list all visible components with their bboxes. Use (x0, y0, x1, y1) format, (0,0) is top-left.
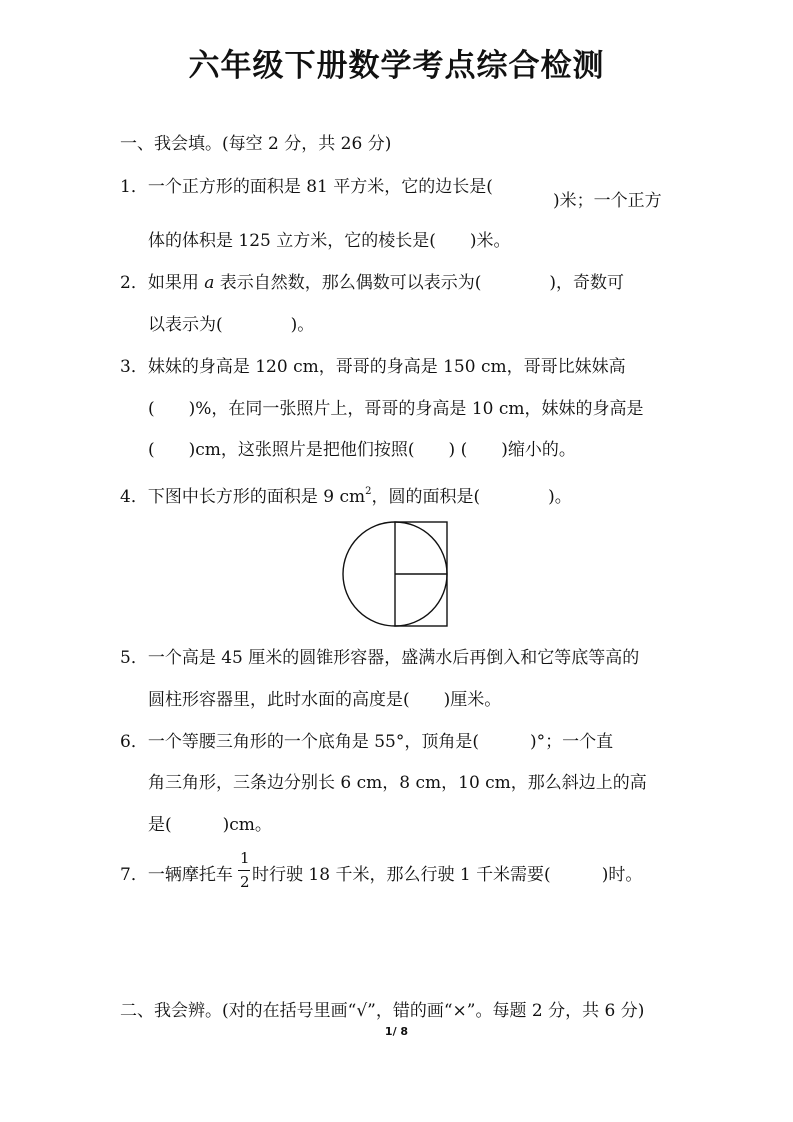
q2-line1 (120, 271, 624, 295)
q5-line1: 5．一个高是 45 厘米的圆锥形容器，盛满水后再倒入和它等底等高的 (120, 648, 640, 668)
q2-line1-rest: 表示自然数，那么偶数可以表示为( )，奇数可 (214, 273, 625, 293)
q3-line3: ( )cm，这张照片是把他们按照( ) ( )缩小的。 (148, 440, 576, 460)
q3-line1: 3．妹妹的身高是 120 cm，哥哥的身高是 150 cm，哥哥比妹妹高 (120, 357, 626, 377)
q5-line2: 圆柱形容器里，此时水面的高度是( )厘米。 (148, 690, 502, 710)
q6-line2: 角三角形，三条边分别长 6 cm，8 cm，10 cm，那么斜边上的高 (148, 773, 647, 793)
q2-line2: 以表示为( )。 (148, 315, 315, 335)
q1-line2: 体的体积是 125 立方米，它的棱长是( )米。 (148, 231, 511, 251)
q6-line3: 是( )cm。 (148, 815, 272, 835)
q7-fraction-bar (238, 870, 250, 871)
q4-line1-start: 4．下图中长方形的面积是 9 cm (120, 487, 366, 507)
q4-superscript: 2 (365, 486, 372, 497)
q7-line1-start: 7．一辆摩托车 (120, 865, 233, 885)
section2-heading: 二、我会辨。(对的在括号里画“√”，错的画“×”。每题 2 分，共 6 分) (120, 1001, 645, 1021)
q2-variable: a (204, 273, 215, 293)
q2-line1-start: 2．如果用 (120, 273, 205, 293)
page-title: 六年级下册数学考点综合检测 (188, 48, 605, 84)
q1-line1-end: )米；一个正方 (553, 191, 662, 211)
q1-line1: 1．一个正方形的面积是 81 平方米，它的边长是( (120, 177, 493, 197)
circle-rectangle-figure (340, 520, 452, 630)
q7-line1-rest: 时行驶 18 千米，那么行驶 1 千米需要( )时。 (252, 865, 643, 885)
q4-line1 (120, 480, 572, 509)
q3-line2: ( )%，在同一张照片上，哥哥的身高是 10 cm，妹妹的身高是 (148, 399, 644, 419)
section1-heading: 一、我会填。(每空 2 分，共 26 分) (120, 134, 392, 154)
q6-line1: 6．一个等腰三角形的一个底角是 55°，顶角是( )°；一个直 (120, 732, 614, 752)
page-number: 1/ 8 (384, 1025, 409, 1038)
q4-line1-rest: ，圆的面积是( )。 (371, 487, 572, 507)
q7-fraction-numerator: 1 (240, 849, 250, 867)
q7-fraction-denominator: 2 (240, 873, 250, 891)
